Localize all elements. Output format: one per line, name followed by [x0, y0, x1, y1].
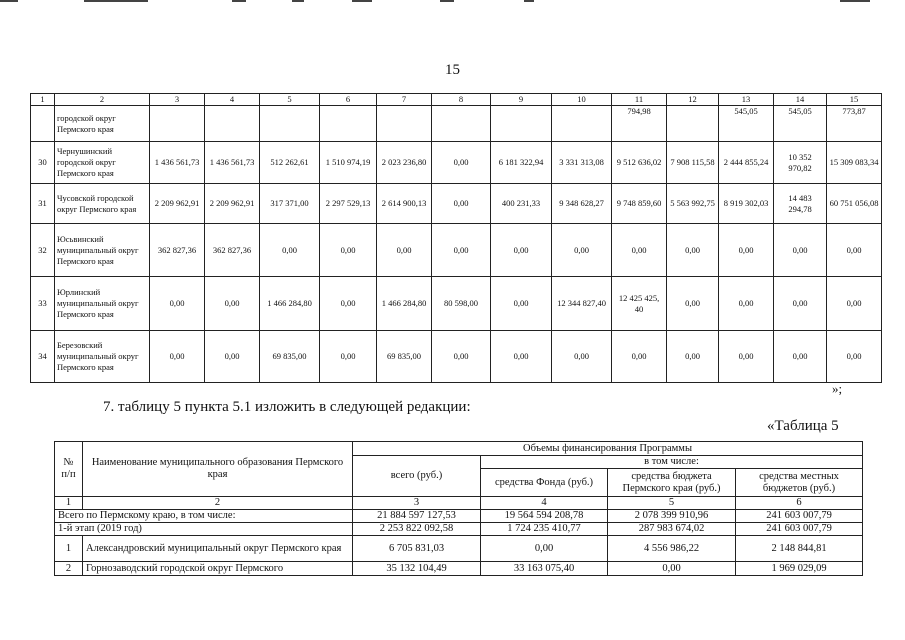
cell-value: 0,00: [150, 277, 205, 331]
cell-value: 2 297 529,13: [320, 184, 377, 224]
cell-value: 0,00: [552, 224, 612, 277]
row-number: 33: [31, 277, 55, 331]
column-number: 1: [55, 497, 83, 510]
cell-value: 0,00: [320, 331, 377, 383]
cell-value: [667, 106, 719, 142]
table-row: [31, 142, 882, 184]
cell-value: 0,00: [667, 224, 719, 277]
cell-value: 2 023 236,80: [377, 142, 432, 184]
column-number: 8: [432, 94, 491, 106]
cell-value: 12 425 425, 40: [612, 277, 667, 331]
cell-value: 8 919 302,03: [719, 184, 774, 224]
municipality-name: Горнозаводский городской округ Пермского: [83, 562, 353, 576]
municipality-name: Александровский муниципальный округ Пермского края: [83, 536, 353, 562]
cell-value: 4 556 986,22: [608, 536, 736, 562]
cell-value: 3 331 313,08: [552, 142, 612, 184]
column-number: 3: [150, 94, 205, 106]
cell-value: 773,87: [827, 106, 882, 142]
total-row: [55, 510, 863, 523]
cell-value: 0,00: [827, 331, 882, 383]
stage-label: 1-й этап (2019 год): [55, 523, 353, 536]
header-total: всего (руб.): [353, 456, 481, 497]
cell-value: 14 483 294,78: [774, 184, 827, 224]
cell-value: 0,00: [612, 331, 667, 383]
cell-value: 0,00: [432, 224, 491, 277]
cell-value: 362 827,36: [205, 224, 260, 277]
cell-value: 287 983 674,02: [608, 523, 736, 536]
cell-value: 241 603 007,79: [736, 510, 863, 523]
table-row: [31, 106, 882, 142]
cell-value: 15 309 083,34: [827, 142, 882, 184]
cell-value: 241 603 007,79: [736, 523, 863, 536]
column-number: 5: [608, 497, 736, 510]
cell-value: 0,00: [667, 331, 719, 383]
municipality-name: Юрлинский муниципальный округ Пермского края: [55, 277, 150, 331]
cell-value: 0,00: [774, 331, 827, 383]
column-number: 3: [353, 497, 481, 510]
row-number: 2: [55, 562, 83, 576]
municipality-name: Юсьвинский муниципальный округ Пермского края: [55, 224, 150, 277]
cell-value: 0,00: [719, 224, 774, 277]
cell-value: 0,00: [719, 331, 774, 383]
cell-value: 0,00: [827, 224, 882, 277]
cell-value: 21 884 597 127,53: [353, 510, 481, 523]
cell-value: 0,00: [774, 277, 827, 331]
cell-value: 7 908 115,58: [667, 142, 719, 184]
top-rule: [0, 0, 905, 3]
column-number: 10: [552, 94, 612, 106]
cell-value: 545,05: [719, 106, 774, 142]
row-number: 30: [31, 142, 55, 184]
column-number: 7: [377, 94, 432, 106]
cell-value: 2 209 962,91: [205, 184, 260, 224]
cell-value: 1 969 029,09: [736, 562, 863, 576]
cell-value: 6 181 322,94: [491, 142, 552, 184]
cell-value: 12 344 827,40: [552, 277, 612, 331]
table-row: [31, 277, 882, 331]
stage-row: [55, 523, 863, 536]
cell-value: 0,00: [827, 277, 882, 331]
closing-quote-mark: »;: [832, 381, 843, 396]
cell-value: 60 751 056,08: [827, 184, 882, 224]
cell-value: 10 352 970,82: [774, 142, 827, 184]
header-including: в том числе:: [481, 456, 863, 469]
table-caption: «Таблица 5: [767, 418, 839, 434]
cell-value: 2 614 900,13: [377, 184, 432, 224]
column-number: 6: [736, 497, 863, 510]
cell-value: 0,00: [491, 224, 552, 277]
header-municipality: Наименование муниципального образования Пермского края: [83, 442, 353, 497]
row-number: 1: [55, 536, 83, 562]
cell-value: 2 209 962,91: [150, 184, 205, 224]
cell-value: 1 466 284,80: [377, 277, 432, 331]
header-number: № п/п: [55, 442, 83, 497]
cell-value: 0,00: [608, 562, 736, 576]
column-number: 13: [719, 94, 774, 106]
cell-value: 80 598,00: [432, 277, 491, 331]
cell-value: 5 563 992,75: [667, 184, 719, 224]
cell-value: 2 078 399 910,96: [608, 510, 736, 523]
cell-value: 9 748 859,60: [612, 184, 667, 224]
municipality-name: Чусовской городской округ Пермского края: [55, 184, 150, 224]
cell-value: 0,00: [432, 331, 491, 383]
cell-value: 512 262,61: [260, 142, 320, 184]
cell-value: 317 371,00: [260, 184, 320, 224]
cell-value: 69 835,00: [377, 331, 432, 383]
cell-value: 33 163 075,40: [481, 562, 608, 576]
table-row: [31, 331, 882, 383]
cell-value: 0,00: [612, 224, 667, 277]
column-number: 12: [667, 94, 719, 106]
cell-value: 1 724 235 410,77: [481, 523, 608, 536]
cell-value: 1 436 561,73: [150, 142, 205, 184]
cell-value: 9 512 636,02: [612, 142, 667, 184]
municipality-name: Чернушинский городской округ Пермского края: [55, 142, 150, 184]
column-number: 11: [612, 94, 667, 106]
header-regional-budget: средства бюджета Пермского края (руб.): [608, 469, 736, 497]
cell-value: 794,98: [612, 106, 667, 142]
table-row: [31, 184, 882, 224]
cell-value: 362 827,36: [150, 224, 205, 277]
cell-value: 9 348 628,27: [552, 184, 612, 224]
column-number: 2: [55, 94, 150, 106]
cell-value: 0,00: [205, 331, 260, 383]
header-fund: средства Фонда (руб.): [481, 469, 608, 497]
cell-value: 0,00: [432, 184, 491, 224]
cell-value: 69 835,00: [260, 331, 320, 383]
table-row: [55, 562, 863, 576]
cell-value: 0,00: [320, 224, 377, 277]
cell-value: 2 253 822 092,58: [353, 523, 481, 536]
column-number: 6: [320, 94, 377, 106]
header-volumes: Объемы финансирования Программы: [353, 442, 863, 456]
cell-value: 0,00: [481, 536, 608, 562]
municipality-name: городской округ Пермского края: [55, 106, 150, 142]
column-number: 1: [31, 94, 55, 106]
cell-value: 0,00: [667, 277, 719, 331]
column-number-row: [55, 497, 863, 510]
row-number: 34: [31, 331, 55, 383]
column-number: 2: [83, 497, 353, 510]
total-label: Всего по Пермскому краю, в том числе:: [55, 510, 353, 523]
program-financing-table: [54, 441, 863, 576]
cell-value: 1 436 561,73: [205, 142, 260, 184]
cell-value: 0,00: [774, 224, 827, 277]
header-local-budgets: средства местных бюджетов (руб.): [736, 469, 863, 497]
amendment-paragraph: 7. таблицу 5 пункта 5.1 изложить в следующей редакции:: [103, 399, 471, 415]
table-row: [55, 536, 863, 562]
cell-value: 0,00: [150, 331, 205, 383]
cell-value: 35 132 104,49: [353, 562, 481, 576]
cell-value: 0,00: [491, 331, 552, 383]
cell-value: 6 705 831,03: [353, 536, 481, 562]
cell-value: 0,00: [552, 331, 612, 383]
column-number: 9: [491, 94, 552, 106]
table-row: [31, 224, 882, 277]
cell-value: 0,00: [491, 277, 552, 331]
column-number: 14: [774, 94, 827, 106]
municipal-funding-table: [30, 93, 882, 383]
cell-value: 400 231,33: [491, 184, 552, 224]
column-number: 15: [827, 94, 882, 106]
cell-value: 0,00: [432, 142, 491, 184]
column-number: 5: [260, 94, 320, 106]
cell-value: 1 466 284,80: [260, 277, 320, 331]
row-number: 32: [31, 224, 55, 277]
cell-value: 19 564 594 208,78: [481, 510, 608, 523]
page-number: 15: [445, 62, 460, 78]
cell-value: 2 444 855,24: [719, 142, 774, 184]
cell-value: 0,00: [205, 277, 260, 331]
table-header-row: [55, 442, 863, 456]
municipality-name: Березовский муниципальный округ Пермского края: [55, 331, 150, 383]
table-header-row: [31, 94, 882, 106]
column-number: 4: [481, 497, 608, 510]
column-number: 4: [205, 94, 260, 106]
cell-value: 2 148 844,81: [736, 536, 863, 562]
cell-value: 0,00: [260, 224, 320, 277]
cell-value: 0,00: [377, 224, 432, 277]
cell-value: 0,00: [719, 277, 774, 331]
row-number: 31: [31, 184, 55, 224]
cell-value: 545,05: [774, 106, 827, 142]
cell-value: 1 510 974,19: [320, 142, 377, 184]
cell-value: 0,00: [320, 277, 377, 331]
